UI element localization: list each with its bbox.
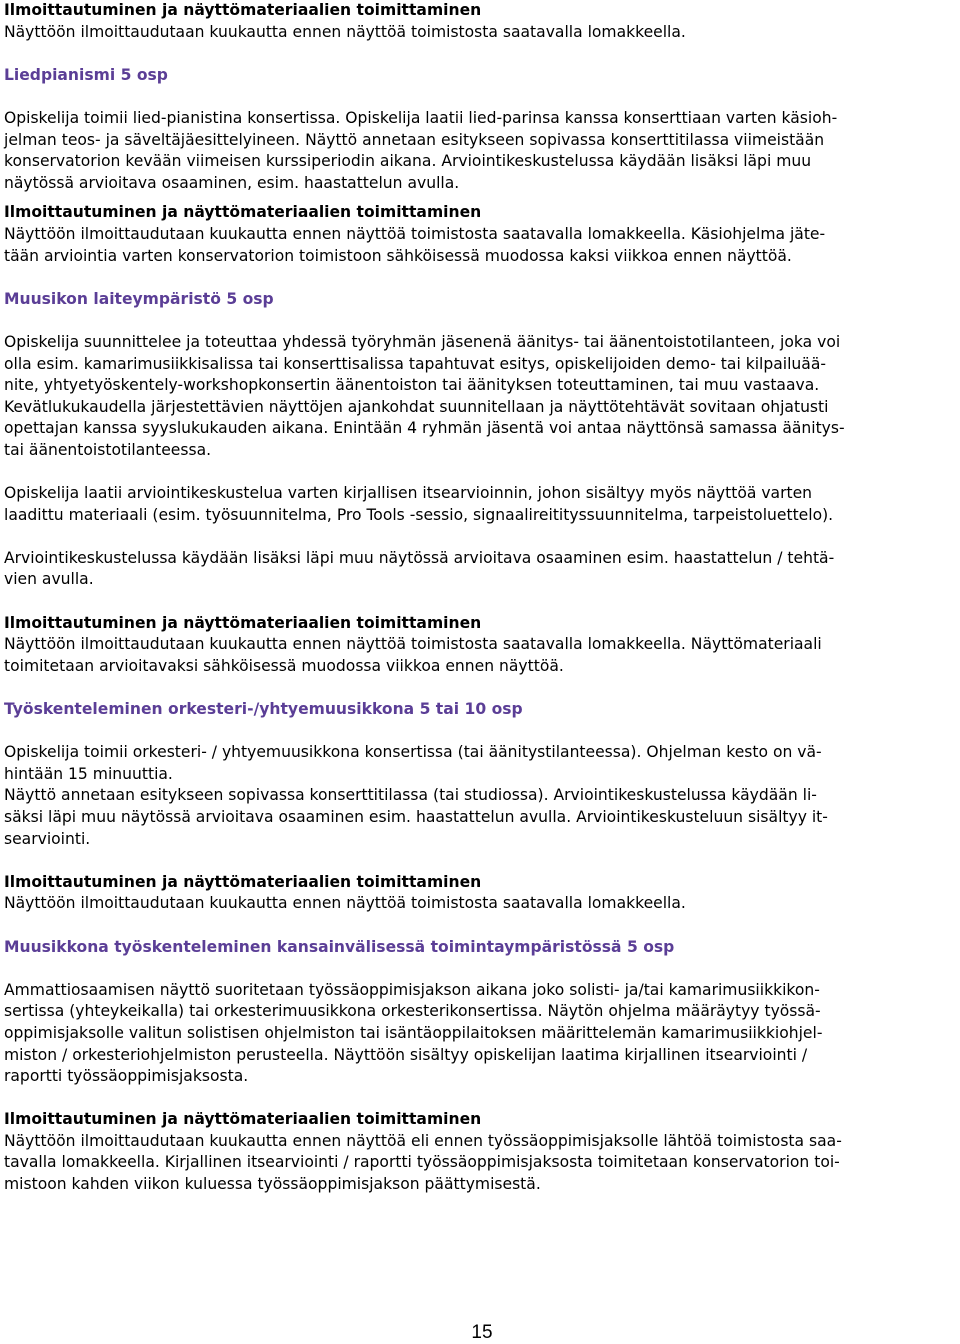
- text-line: tavalla lomakkeella. Kirjallinen itsearviointi / raportti työssäoppimisjaksosta toimitetaan konservatorion toi-: [4, 1153, 840, 1172]
- text-line: vien avulla.: [4, 570, 94, 589]
- section-title: Muusikkona työskenteleminen kansainvälisessä toimintaympäristössä 5 osp: [4, 937, 675, 956]
- text-line: Opiskelija toimii lied-pianistina konsertissa. Opiskelija laatii lied-parinsa kanssa konserttiaan varten käsioh-: [4, 108, 838, 127]
- text-line: mistoon kahden viikon kuluessa työssäoppimisjakson päättymisestä.: [4, 1175, 541, 1194]
- text-line: miston / orkesteriohjelmiston perusteella. Näyttöön sisältyy opiskelijan laatima kirjallinen itsearviointi /: [4, 1045, 808, 1064]
- text-line: Näyttöön ilmoittaudutaan kuukautta ennen näyttöä toimistosta saatavalla lomakkeella. Käsiohjelma jäte-: [4, 224, 826, 243]
- section-title: Muusikon laiteympäristö 5 osp: [4, 289, 274, 308]
- paragraph: [4, 548, 959, 591]
- text-line: Näyttöön ilmoittaudutaan kuukautta ennen näyttöä toimistosta saatavalla lomakkeella.: [4, 894, 686, 913]
- text-line: tai äänentoistotilanteessa.: [4, 440, 212, 459]
- section-muusikon-laiteymparisto: [4, 289, 959, 678]
- paragraph: [4, 742, 959, 850]
- intro-registration-block: [4, 0, 959, 43]
- text-line: toimitetaan arvioitavaksi sähköisessä muodossa viikkoa ennen näyttöä.: [4, 656, 564, 675]
- registration-heading: Ilmoittautuminen ja näyttömateriaalien toimittaminen: [4, 1, 482, 19]
- text-line: Kevätlukukaudella järjestettävien näyttöjen ajankohdat suunnitellaan ja näyttötehtävät sovitaan ohjatusti: [4, 397, 829, 416]
- section-kansainvalinen-toimintaymparisto: [4, 937, 959, 1196]
- text-line: Opiskelija toimii orkesteri- / yhtyemuusikkona konsertissa (tai äänitystilanteessa). Ohjelman kesto on vä-: [4, 743, 822, 762]
- text-line: jelman teos- ja säveltäjäesittelyineen. Näyttö annetaan esitykseen sopivassa konserttitilassa viimeistään: [4, 130, 825, 149]
- text-line: Näyttöön ilmoittaudutaan kuukautta ennen näyttöä toimistosta saatavalla lomakkeella. Näyttömateriaali: [4, 635, 822, 654]
- text-line: raportti työssäoppimisjaksosta.: [4, 1067, 249, 1086]
- paragraph: [4, 980, 959, 1088]
- text-line: oppimisjaksolle valitun solistisen ohjelmiston tai isäntäoppilaitoksen määrittelemän kamarimusiikkiohjel-: [4, 1023, 823, 1042]
- registration-heading: Ilmoittautuminen ja näyttömateriaalien toimittaminen: [4, 613, 482, 632]
- paragraph: [4, 108, 959, 194]
- text-line: tään arviointia varten konservatorion toimistoon sähköisessä muodossa kaksi viikkoa ennen näyttöä.: [4, 246, 792, 265]
- text-line: hintään 15 minuuttia.: [4, 764, 173, 783]
- text-line: laadittu materiaali (esim. työsuunnitelma, Pro Tools -sessio, signaalireitityssuunnitelma, tarpeistoluettelo).: [4, 505, 834, 524]
- text-line: Näyttöön ilmoittaudutaan kuukautta ennen näyttöä eli ennen työssäoppimisjaksolle lähtöä toimistosta saa-: [4, 1131, 842, 1150]
- text-line: nite, yhtyetyöskentely-workshopkonsertin äänentoiston tai äänityksen toteuttaminen, tai muu vastaava.: [4, 376, 820, 395]
- text-line: olla esim. kamarimusiikkisalissa tai konserttisalissa tapahtuvat esitys, opiskelijoiden demo- tai kilpailuää-: [4, 354, 826, 373]
- paragraph: [4, 332, 959, 462]
- document-page: [4, 0, 959, 1196]
- registration-heading: Ilmoittautuminen ja näyttömateriaalien toimittaminen: [4, 1110, 482, 1129]
- text-line: Arviointikeskustelussa käydään lisäksi läpi muu näytössä arvioitava osaaminen esim. haastattelun / tehtä-: [4, 548, 835, 567]
- page-number: 15: [471, 1322, 493, 1343]
- text-line: säksi läpi muu näytössä arvioitava osaaminen esim. haastattelun avulla. Arviointikeskusteluun sisältyy it-: [4, 807, 828, 826]
- paragraph: [4, 483, 959, 526]
- section-orkesteri-yhtyemuusikko: [4, 699, 959, 915]
- text-line: Näyttöön ilmoittaudutaan kuukautta ennen näyttöä toimistosta saatavalla lomakkeella.: [4, 22, 686, 41]
- text-line: searviointi.: [4, 829, 91, 848]
- section-liedpianismi: [4, 65, 959, 267]
- text-line: Ammattiosaamisen näyttö suoritetaan työssäoppimisjakson aikana joko solisti- ja/tai kamarimusiikkikon-: [4, 980, 820, 999]
- text-line: Opiskelija laatii arviointikeskustelua varten kirjallisen itsearvioinnin, johon sisältyy myös näyttöä varten: [4, 484, 813, 503]
- registration-heading: Ilmoittautuminen ja näyttömateriaalien toimittaminen: [4, 872, 482, 891]
- text-line: Opiskelija suunnittelee ja toteuttaa yhdessä työryhmän jäsenenä äänitys- tai äänentoistotilanteen, joka voi: [4, 332, 841, 351]
- text-line: Näyttö annetaan esitykseen sopivassa konserttitilassa (tai studiossa). Arviointikeskustelussa käydään li-: [4, 786, 817, 805]
- section-title: Työskenteleminen orkesteri-/yhtyemuusikkona 5 tai 10 osp: [4, 700, 523, 718]
- registration-heading: Ilmoittautuminen ja näyttömateriaalien toimittaminen: [4, 203, 482, 222]
- text-line: konservatorion kevään viimeisen kurssiperiodin aikana. Arviointikeskustelussa käydään lisäksi läpi muu: [4, 152, 812, 171]
- text-line: sertissa (yhteykeikalla) tai orkesterimuusikkona orkesterikonsertissa. Näytön ohjelma määräytyy työssä-: [4, 1002, 821, 1021]
- section-title: Liedpianismi 5 osp: [4, 65, 168, 84]
- text-line: näytössä arvioitava osaaminen, esim. haastattelun avulla.: [4, 173, 460, 192]
- text-line: opettajan kanssa syyslukukauden aikana. Enintään 4 ryhmän jäsentä voi antaa näyttönsä samassa äänitys-: [4, 419, 845, 438]
